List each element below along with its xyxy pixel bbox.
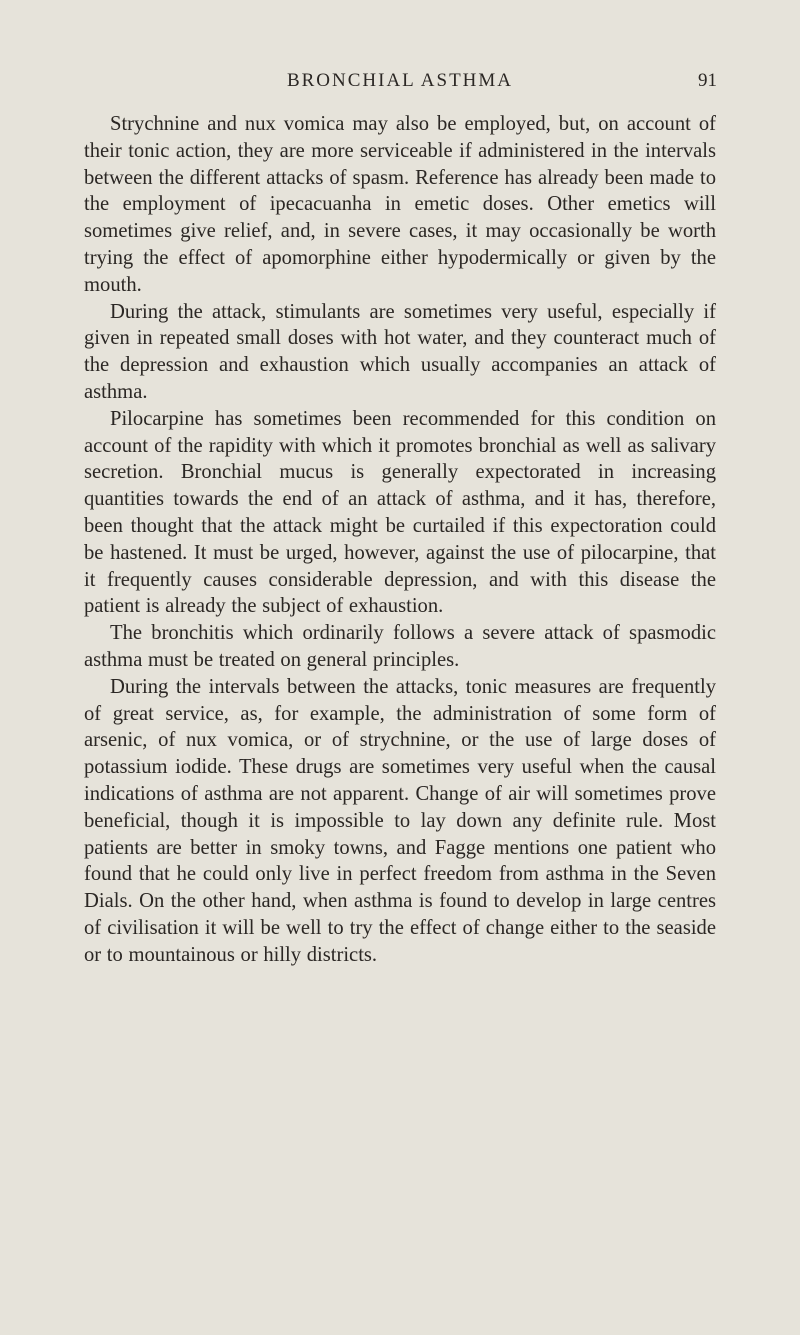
- body-text: [84, 111, 716, 969]
- page-number: 91: [698, 70, 717, 91]
- paragraph-strychnine: Strychnine and nux vomica may also be employed, but, on account of their tonic action, they are more serviceable if administered in the intervals between the different attacks of spasm. Reference has already been made to the employment of ipecacuanha in emetic doses. Other emetics will sometimes give relief, and, in severe cases, it may occasionally be worth trying the effect of apomorphine either hypodermically or given by the mouth.: [84, 113, 716, 296]
- running-title: BRONCHIAL ASTHMA: [286, 70, 514, 91]
- paragraph-stimulants: During the attack, stimulants are sometimes very useful, especially if given in repeated small doses with hot water, and they counteract much of the depression and exhaustion which usually accompanies an attack of asthma.: [84, 300, 716, 403]
- paragraph-pilocarpine: Pilocarpine has sometimes been recommended for this condition on account of the rapidity with which it promotes bronchial as well as salivary secretion. Bronchial mucus is generally expectorated in increasing quantities towards the end of an attack of asthma, and it has, therefore, been thought that the attack might be curtailed if this expectoration could be hastened. It must be urged, however, against the use of pilocarpine, that it frequently causes considerable depression, and with this disease the patient is already the subject of exhaustion.: [84, 407, 716, 618]
- paragraph-intervals: During the intervals between the attacks, tonic measures are frequently of great service, as, for example, the administration of some form of arsenic, of nux vomica, or of strychnine, or the use of large doses of potassium iodide. These drugs are sometimes very useful when the causal indications of asthma are not apparent. Change of air will sometimes prove beneficial, though it is impossible to lay down any definite rule. Most patients are better in smoky towns, and Fagge mentions one patient who found that he could only live in perfect freedom from asthma in the Seven Dials. On the other hand, when asthma is found to develop in large centres of civilisation it will be well to try the effect of change either to the seaside or to mountainous or hilly districts.: [84, 675, 716, 966]
- paragraph-bronchitis: The bronchitis which ordinarily follows a severe attack of spasmodic asthma must be treated on general principles.: [84, 622, 716, 671]
- page-header: [0, 70, 800, 96]
